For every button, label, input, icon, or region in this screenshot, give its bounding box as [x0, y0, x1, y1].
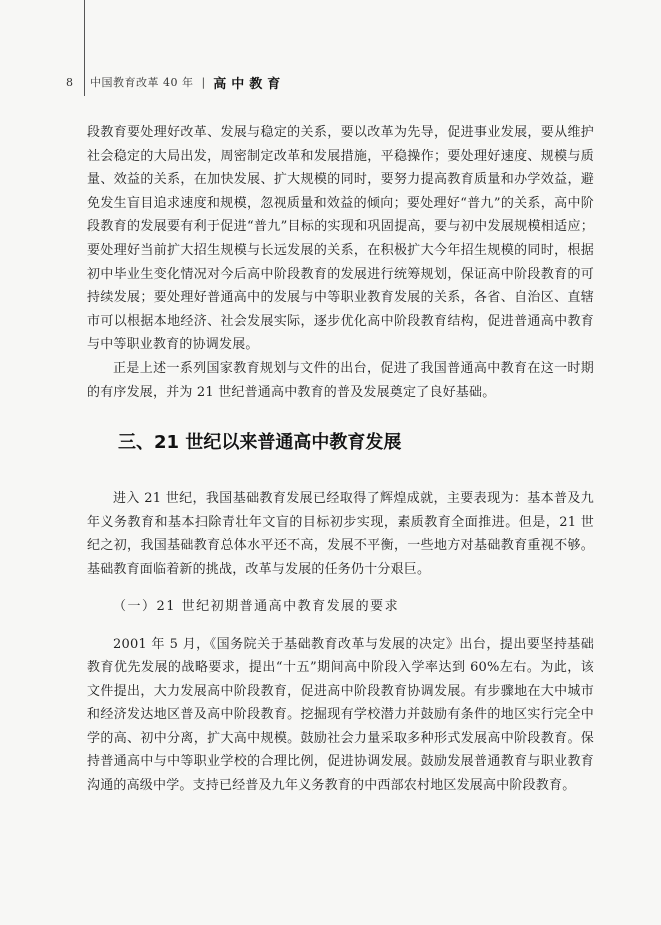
paragraph: 正是上述一系列国家教育规划与文件的出台，促进了我国普通高中教育在这一时期的有序发展，并为 21 世纪普通高中教育的普及发展奠定了良好基础。 — [87, 360, 594, 400]
running-header — [66, 72, 285, 92]
book-title: 高中教育 — [213, 76, 286, 92]
paragraph-continued: 段教育要处理好改革、发展与稳定的关系，要以改革为先导，促进事业发展，要从维护社会稳定的大局出发，周密制定改革和发展措施，平稳操作；要处理好速度、规模与质量、效益的关系，在加快发展、扩大规模的同时，要努力提高教育质量和办学效益，避免发生盲目追求速度和规模，忽视质量和效益的倾向；要处理好“普九”的关系，高中阶段教育的发展要有利于促进“普九”目标的实现和巩固提高，要与初中发展规模相适应；要处理好当前扩大招生规模与长远发展的关系，在积极扩大今年招生规模的同时，根据初中毕业生变化情况对今后高中阶段教育的发展进行统筹规划，保证高中阶段教育的可持续发展；要处理好普通高中的发展与中等职业教育发展的关系，各省、自治区、直辖市可以根据本地经济、社会发展实际，逐步优化高中阶段教育结构，促进普通高中教育与中等职业教育的协调发展。 — [87, 125, 594, 353]
subsection-heading: （一）21 世纪初期普通高中教育发展的要求 — [113, 598, 400, 614]
page-body — [87, 121, 594, 798]
header-separator: | — [201, 75, 206, 89]
paragraph: 2001 年 5 月，《国务院关于基础教育改革与发展的决定》出台，提出要坚持基础教育优先发展的战略要求，提出“十五”期间高中阶段入学率达到 60%左右。为此，该文件提出，大力发展高中阶段教育，促进高中阶段教育协调发展。有步骤地在大中城市和经济发达地区普及高中阶段教育。挖掘现有学校潜力并鼓励有条件的地区实行完全中学的高、初中分离，扩大高中规模。鼓励社会力量采取多种形式发展高中阶段教育。保持普通高中与中等职业学校的合理比例，促进协调发展。鼓励发展普通教育与职业教育沟通的高级中学。支持已经普及九年义务教育的中西部农村地区发展高中阶段教育。 — [87, 636, 594, 794]
page-number: 8 — [66, 75, 73, 89]
section-heading: 三、21 世纪以来普通高中教育发展 — [118, 432, 402, 454]
paragraph: 进入 21 世纪，我国基础教育发展已经取得了辉煌成就，主要表现为：基本普及九年义务教育和基本扫除青壮年文盲的目标初步实现，素质教育全面推进。但是，21 世纪之初，我国基础教育总体水平还不高，发展不平衡，一些地方对基础教育重视不够。基础教育面临着新的挑战，改革与发展的任务仍十分艰巨。 — [87, 491, 594, 577]
series-title: 中国教育改革 40 年 — [90, 76, 194, 89]
